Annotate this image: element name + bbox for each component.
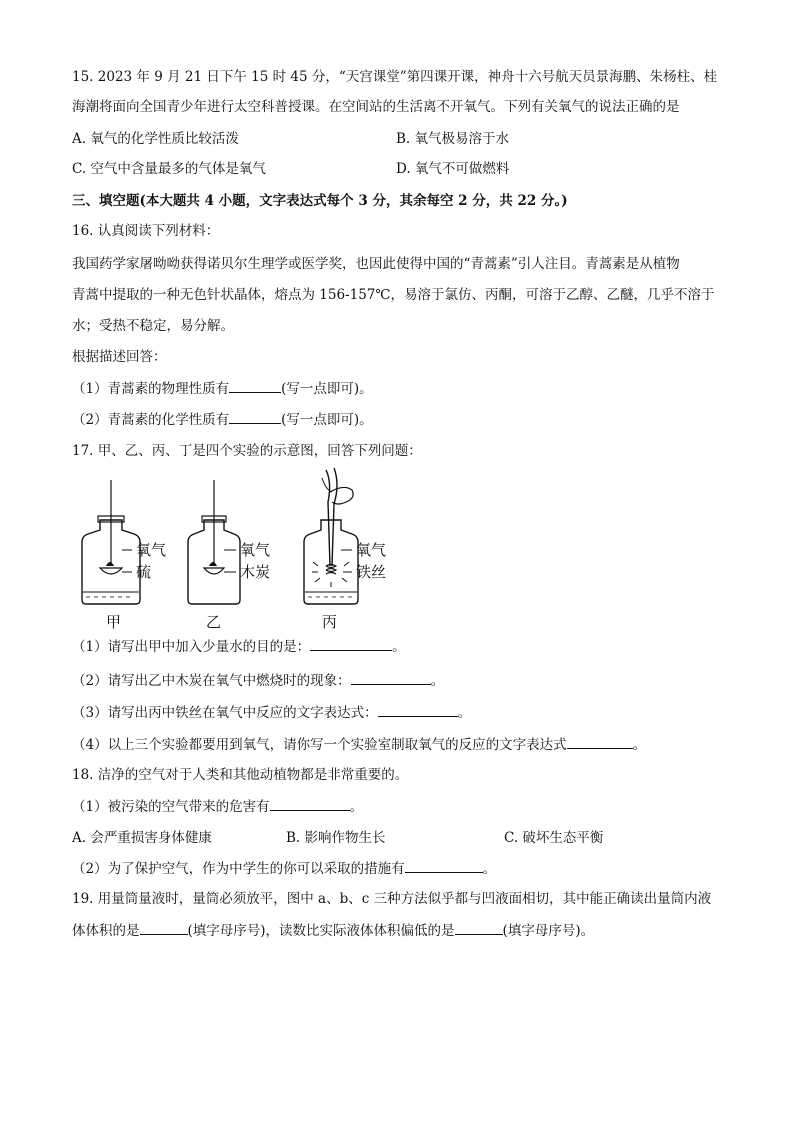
q16-prompt: 根据描述回答： xyxy=(72,349,167,365)
q15-option-a: A. 氧气的化学性质比较活泼 xyxy=(72,131,239,147)
bing-substance-label: 铁丝 xyxy=(356,563,387,581)
answer-blank[interactable] xyxy=(405,858,483,873)
answer-blank[interactable] xyxy=(229,409,281,424)
q15-line2: 海潮将面向全国青少年进行太空科普授课。在空间站的生活离不开氧气。下列有关氧气的说法正确的是 xyxy=(72,99,680,115)
q17-sub1-text: （1）请写出甲中加入少量水的目的是： xyxy=(72,639,311,655)
q18-sub2-end: 。 xyxy=(482,861,497,877)
q16-intro: 16. 认真阅读下列材料： xyxy=(72,223,220,239)
answer-blank[interactable] xyxy=(351,670,431,685)
bottle-bing xyxy=(304,468,358,604)
answer-blank[interactable] xyxy=(229,378,281,393)
q18-sub1 xyxy=(72,796,732,818)
answer-blank[interactable] xyxy=(270,796,350,811)
q18-sub1-text: （1）被污染的空气带来的危害有 xyxy=(72,799,270,815)
q17-sub1 xyxy=(72,636,732,658)
q15-line1: 15. 2023 年 9 月 21 日下午 15 时 45 分，“天宫课堂”第四课开课，神舟十六号航天员景海鹏、朱杨柱、桂 xyxy=(72,69,718,85)
q19-line2-text: 体体积的是 xyxy=(72,923,140,939)
yi-gas-label: 氧气 xyxy=(240,541,271,559)
bing-gas-label: 氧气 xyxy=(356,541,387,559)
q19-line2-middle: (填字母序号)，读数比实际液体体积偏低的是 xyxy=(187,923,455,939)
q16-material-line2: 青蒿中提取的一种无色针状晶体，熔点为 156-157℃，易溶于氯仿、丙酮，可溶于乙醇、乙醚，几乎不溶于 xyxy=(72,287,715,303)
q16-sub2-text: （2）青蒿素的化学性质有 xyxy=(72,412,230,428)
q16-material-line3: 水；受热不稳定，易分解。 xyxy=(72,318,234,334)
q17-sub2 xyxy=(72,670,732,692)
bottle-yi xyxy=(188,480,240,604)
q17-sub2-end: 。 xyxy=(430,673,445,689)
bottle-jia xyxy=(82,480,140,604)
answer-blank[interactable] xyxy=(378,702,458,717)
answer-blank[interactable] xyxy=(140,920,188,935)
q17-sub3-text: （3）请写出丙中铁丝在氧气中反应的文字表达式： xyxy=(72,705,378,721)
q17-sub4 xyxy=(72,734,732,756)
q17-sub2-text: （2）请写出乙中木炭在氧气中燃烧时的现象： xyxy=(72,673,351,689)
bing-name-label: 丙 xyxy=(322,613,338,631)
answer-blank[interactable] xyxy=(310,636,392,651)
q18-option-b: B. 影响作物生长 xyxy=(286,830,386,846)
q17-sub3 xyxy=(72,702,732,724)
q16-sub1-suffix: (写一点即可)。 xyxy=(281,381,373,397)
answer-blank[interactable] xyxy=(567,734,633,749)
q18-sub2 xyxy=(72,858,732,880)
q15-option-c: C. 空气中含量最多的气体是氧气 xyxy=(72,161,266,177)
q19-line2-suffix: (填字母序号)。 xyxy=(502,923,595,939)
q18-option-c: C. 破坏生态平衡 xyxy=(504,830,604,846)
q15-option-b: B. 氧气极易溶于水 xyxy=(396,131,510,147)
q18-option-a: A. 会严重损害身体健康 xyxy=(72,830,212,846)
yi-substance-label: 木炭 xyxy=(240,563,271,581)
q19-line1: 19. 用量筒量液时，量筒必须放平，图中 a、b、c 三种方法似乎都与凹液面相切，其中能正确读出量筒内液 xyxy=(72,891,712,907)
q18-sub2-text: （2）为了保护空气，作为中学生的你可以采取的措施有 xyxy=(72,861,405,877)
section-heading: 三、填空题(本大题共 4 小题，文字表达式每个 3 分，其余每空 2 分，共 22 分。) xyxy=(72,193,568,209)
jia-substance-label: 硫 xyxy=(136,563,152,581)
q16-sub2-suffix: (写一点即可)。 xyxy=(281,412,373,428)
q15-option-d: D. 氧气不可做燃料 xyxy=(396,161,510,177)
jia-gas-label: 氧气 xyxy=(136,541,167,559)
q18-sub1-end: 。 xyxy=(349,799,364,815)
q17-sub3-end: 。 xyxy=(457,705,472,721)
yi-name-label: 乙 xyxy=(206,613,222,631)
q16-sub1-text: （1）青蒿素的物理性质有 xyxy=(72,381,230,397)
jia-name-label: 甲 xyxy=(106,613,122,631)
q16-sub2 xyxy=(72,409,732,431)
q16-material-line1: 我国药学家屠呦呦获得诺贝尔生理学或医学奖，也因此使得中国的“青蒿素”引人注目。青蒿素是从植物 xyxy=(72,256,680,272)
q17-sub4-text: （4）以上三个实验都要用到氧气，请你写一个实验室制取氧气的反应的文字表达式 xyxy=(72,737,567,753)
q17-sub1-end: 。 xyxy=(392,639,406,655)
experiment-figure xyxy=(60,462,420,640)
q19-line2 xyxy=(72,920,732,942)
q17-sub4-end: 。 xyxy=(632,737,647,753)
answer-blank[interactable] xyxy=(455,920,503,935)
q17-intro: 17. 甲、乙、丙、丁是四个实验的示意图，回答下列问题： xyxy=(72,443,422,459)
q18-intro: 18. 洁净的空气对于人类和其他动植物都是非常重要的。 xyxy=(72,767,409,783)
q16-sub1 xyxy=(72,378,732,400)
